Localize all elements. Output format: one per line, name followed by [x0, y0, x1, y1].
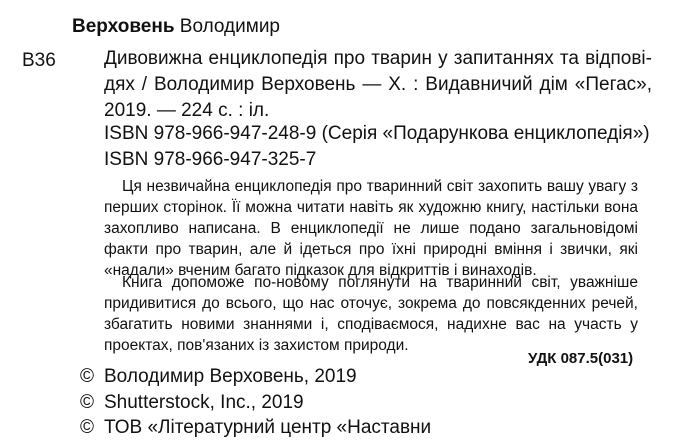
- isbn-line: ISBN 978-966-947-248-9 (Серія «Подарункова енциклопедія»): [104, 123, 650, 144]
- classification-code: В36: [22, 50, 56, 71]
- copyright-holder: Володимир Верховень, 2019: [104, 366, 357, 387]
- copyright-icon: ©: [80, 366, 94, 387]
- isbn-line: ISBN 978-966-947-325-7: [104, 149, 317, 170]
- annotation-text: Ця незвичайна енциклопедія про тваринний світ захопить вашу увагу з перших сторінок. Її можна читати навіть як художню книгу, настільки вона захопливо написана. В енциклопедії не лише подано загальновідомі факти про тварин, але й ідеться про їхні природні вміння і звички, які «надали» вченим багато підказок для відкриттів і винаходів.: [104, 178, 638, 279]
- copyright-icon: ©: [80, 392, 94, 413]
- annotation-paragraph: [104, 272, 638, 356]
- copyright-line: [80, 392, 304, 414]
- copyright-holder: Shutterstock, Inc., 2019: [104, 392, 304, 413]
- annotation-paragraph: [104, 176, 638, 281]
- biblio-line: Дивовижна енциклопедія про тварин у запитаннях та відпові-: [104, 48, 652, 69]
- copyright-holder: ТОВ «Літературний центр «Наставни: [104, 417, 432, 438]
- biblio-line: дях / Володимир Верховень — Х. : Видавничий дім «Пегас»,: [104, 74, 652, 95]
- author-heading: [72, 16, 280, 38]
- biblio-line: 2019. — 224 с. : іл.: [104, 100, 270, 121]
- author-surname: Верховень: [72, 16, 175, 37]
- annotation-text: Книга допоможе по-новому поглянути на тваринний світ, уважніше придивитися до всього, що нас оточує, зокрема до повсякденних речей, збагатить новими знаннями і, сподіваємося, надихне вас на участь у проектах, пов'язаних із захистом природи.: [104, 274, 638, 354]
- author-name: Володимир: [179, 16, 280, 37]
- copyright-line: [80, 417, 431, 439]
- copyright-icon: ©: [80, 417, 94, 438]
- copyright-line: [80, 366, 357, 388]
- udc-code: УДК 087.5(031): [528, 350, 634, 367]
- bibliographic-description: [104, 46, 652, 124]
